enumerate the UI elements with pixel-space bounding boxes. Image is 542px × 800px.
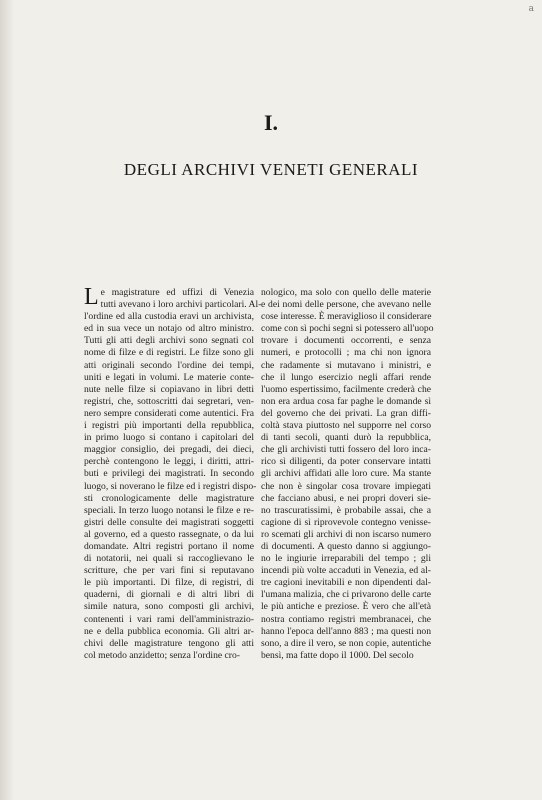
text-line: contenenti i vari rami dell'amministrazio-: [84, 613, 254, 625]
text-line: coltà stava piuttosto nel supporre nel corso: [261, 420, 431, 432]
text-line: maggior consiglio, dei pregadi, dei dieci,: [84, 444, 254, 456]
text-line: uniti e legati in volumi. Le materie conte-: [84, 371, 254, 383]
text-line: e magistrature ed uffizi di Venezia: [100, 287, 254, 298]
text-line: registri, che, sottoscritti dai segretari, ven-: [84, 395, 254, 407]
text-line: gli archivi affidati alle loro cure. Ma stante: [261, 468, 431, 480]
text-line: nologico, ma solo con quello delle materie: [261, 287, 431, 298]
text-line: quaderni, di giornali e di altri libri di: [84, 589, 254, 601]
text-line: che facciano abusi, e nei propri doveri sie-: [261, 492, 431, 504]
text-line: sono, a dire il vero, se non copie, autentiche: [261, 637, 431, 649]
text-line: cagione di sì riprovevole contegno venisse-: [261, 516, 431, 528]
text-line: ed in sua vece un notajo od altro ministro.: [84, 323, 254, 335]
text-line: di notatorii, nei quali si raccoglievano le: [84, 553, 254, 565]
text-line: l'umana malizia, che ci privarono delle carte: [261, 589, 431, 601]
text-line: chivi delle magistrature tengono gli atti: [84, 637, 254, 649]
text-line: nostra contiamo registri membranacei, che: [261, 613, 431, 625]
text-line: simile natura, sono composti gli archivi,: [84, 601, 254, 613]
text-line: che il lungo esercizio negli affari rende: [261, 371, 431, 383]
text-line: bensì, ma fatte dopo il 1000. Del secolo: [261, 649, 414, 661]
text-line: gistri delle consulte dei magistrati soggetti: [84, 516, 254, 528]
chapter-title: DEGLI ARCHIVI VENETI GENERALI: [123, 160, 419, 179]
text-line: ro scemati gli archivi di non iscarso numero: [261, 528, 431, 540]
text-line: non era ardua cosa far paghe le domande sì: [261, 395, 431, 407]
text-line: hanno l'epoca dell'anno 883 ; ma questi non: [261, 625, 431, 637]
text-line: col metodo anzidetto; senza l'ordine cro-: [84, 649, 240, 661]
text-line: perchè contengono le leggi, i diritti, attri-: [84, 456, 254, 468]
right-text-column: [261, 287, 434, 662]
text-line: i registri più importanti della repubblica,: [84, 420, 254, 432]
text-line: le più importanti. Di filze, di registri, di: [84, 577, 254, 589]
text-line: che gli archivisti tutti fossero del loro inca-: [261, 444, 431, 456]
text-line: luogo, si noverano le filze ed i registri dispo-: [84, 480, 257, 492]
drop-cap: L: [84, 284, 99, 310]
text-line: Tutti gli atti degli archivi sono segnati col: [84, 335, 254, 347]
text-line: di tanti secoli, quanti durò la repubblica,: [261, 432, 431, 444]
chapter-number: I.: [263, 110, 279, 135]
text-line: tutti avevano i loro archivi particolari. Al-: [100, 299, 262, 311]
text-line: incendi più volte accaduti in Venezia, ed al-: [261, 565, 431, 577]
text-line: cose interesse. È meraviglioso il considerare: [261, 311, 432, 323]
corner-mark: a: [528, 4, 534, 14]
text-line: ne e della pubblica economia. Gli altri ar-: [84, 625, 254, 637]
text-line: e dei nomi delle persone, che avevano nelle: [261, 299, 431, 311]
text-line: che radamente si mutavano i ministri, e: [261, 359, 431, 371]
left-text-column: [84, 284, 262, 662]
text-line: no le ingiurie irreparabili del tempo ; gli: [261, 553, 431, 565]
text-line: domandate. Altri registri portano il nome: [84, 540, 254, 552]
text-line: atti originali secondo l'ordine dei tempi,: [84, 359, 254, 371]
text-line: in primo luogo si contano i capitolari del: [84, 432, 254, 444]
text-line: sti cronologicamente delle magistrature: [84, 492, 254, 504]
text-line: l'ordine ed alla custodia eravi un archivista,: [84, 311, 254, 323]
text-line: numeri, e protocolli ; ma chi non ignora: [261, 347, 431, 359]
text-line: nute nelle filze si copiavano in libri detti: [84, 383, 254, 395]
text-line: di documenti. A questo danno si aggiungo-: [261, 540, 431, 552]
text-line: come con sì pochi segni si potessero all'uopo: [261, 323, 434, 335]
text-line: del governo che dei privati. La gran diffi-: [261, 407, 431, 419]
text-line: che non è singolar cosa trovare impiegati: [261, 480, 431, 492]
text-line: buti e privilegi dei magistrati. In secondo: [84, 468, 254, 480]
text-line: trovare i documenti occorrenti, e senza: [261, 335, 431, 347]
text-line: no trascuratissimi, è probabile assai, che a: [261, 504, 431, 516]
text-line: nero sempre considerati come autentici. Fra: [84, 407, 254, 419]
text-line: scritture, che per vari fini si reputavano: [84, 565, 254, 577]
text-line: rico sì diligenti, da poter conservare intatti: [261, 456, 431, 468]
text-line: al governo, ed a questo rassegnate, o da lui: [84, 528, 254, 540]
text-line: tre cagioni inevitabili e non dipendenti dal-: [261, 577, 431, 589]
text-line: le più antiche e preziose. È vero che all'età: [261, 601, 431, 613]
text-line: l'uomo espertissimo, facilmente crederà che: [261, 383, 431, 395]
text-line: speciali. In terzo luogo notansi le filze e re-: [84, 504, 254, 516]
text-line: nome di filze e di registri. Le filze sono gli: [84, 347, 254, 359]
